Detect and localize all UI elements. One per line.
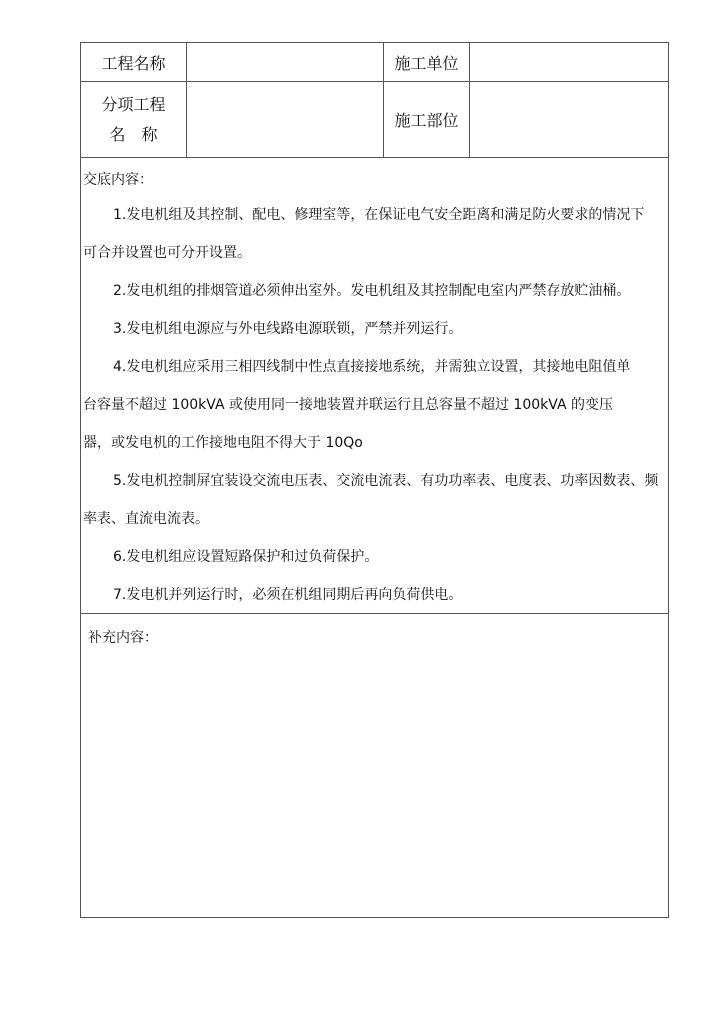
contractor-label: 施工单位 — [394, 53, 459, 73]
disclosure-line: 2.发电机组的排烟管道必须伸出室外。发电机组及其控制配电室内严禁存放贮油桶。 — [113, 283, 631, 299]
disclosure-line: 5.发电机控制屏宜装设交流电压表、交流电流表、有功功率表、电度表、功率因数表、频 — [113, 473, 659, 489]
disclosure-line: 率表、直流电流表。 — [83, 511, 209, 527]
location-label: 施工部位 — [394, 111, 459, 130]
disclosure-line: 器，或发电机的工作接地电阻不得大于 10Qo — [83, 435, 363, 451]
disclosure-line: 可合并设置也可分开设置。 — [83, 245, 251, 261]
subitem-label-line1: 分项工程 — [101, 94, 166, 114]
supplement-field[interactable] — [81, 653, 668, 917]
disclosure-form — [80, 42, 669, 918]
disclosure-line: 4.发电机组应采用三相四线制中性点直接接地系统，并需独立设置，其接地电阻值单 — [113, 359, 631, 375]
disclosure-line: 台容量不超过 100kVA 或使用同一接地装置并联运行且总容量不超过 100kVA 的变压 — [83, 397, 613, 413]
subitem-name-label — [81, 82, 186, 157]
project-name-field[interactable] — [187, 43, 383, 81]
disclosure-line: 3.发电机组电源应与外电线路电源联锁，严禁并列运行。 — [113, 321, 463, 337]
supplement-label: 补充内容： — [88, 630, 158, 646]
subitem-label-line2: 名 称 — [109, 124, 158, 144]
disclosure-body — [83, 196, 664, 614]
disclosure-line: 7.发电机并列运行时，必须在机组同期后再向负荷供电。 — [113, 587, 463, 603]
subitem-name-field[interactable] — [187, 82, 383, 157]
location-field[interactable] — [470, 82, 668, 157]
disclosure-line: 1.发电机组及其控制、配电、修理室等，在保证电气安全距离和满足防火要求的情况下 — [113, 207, 645, 223]
disclosure-label: 交底内容： — [83, 172, 153, 188]
disclosure-line: 6.发电机组应设置短路保护和过负荷保护。 — [113, 549, 379, 565]
row-divider — [81, 157, 668, 158]
contractor-field[interactable] — [470, 43, 668, 81]
project-name-label: 工程名称 — [101, 53, 166, 73]
